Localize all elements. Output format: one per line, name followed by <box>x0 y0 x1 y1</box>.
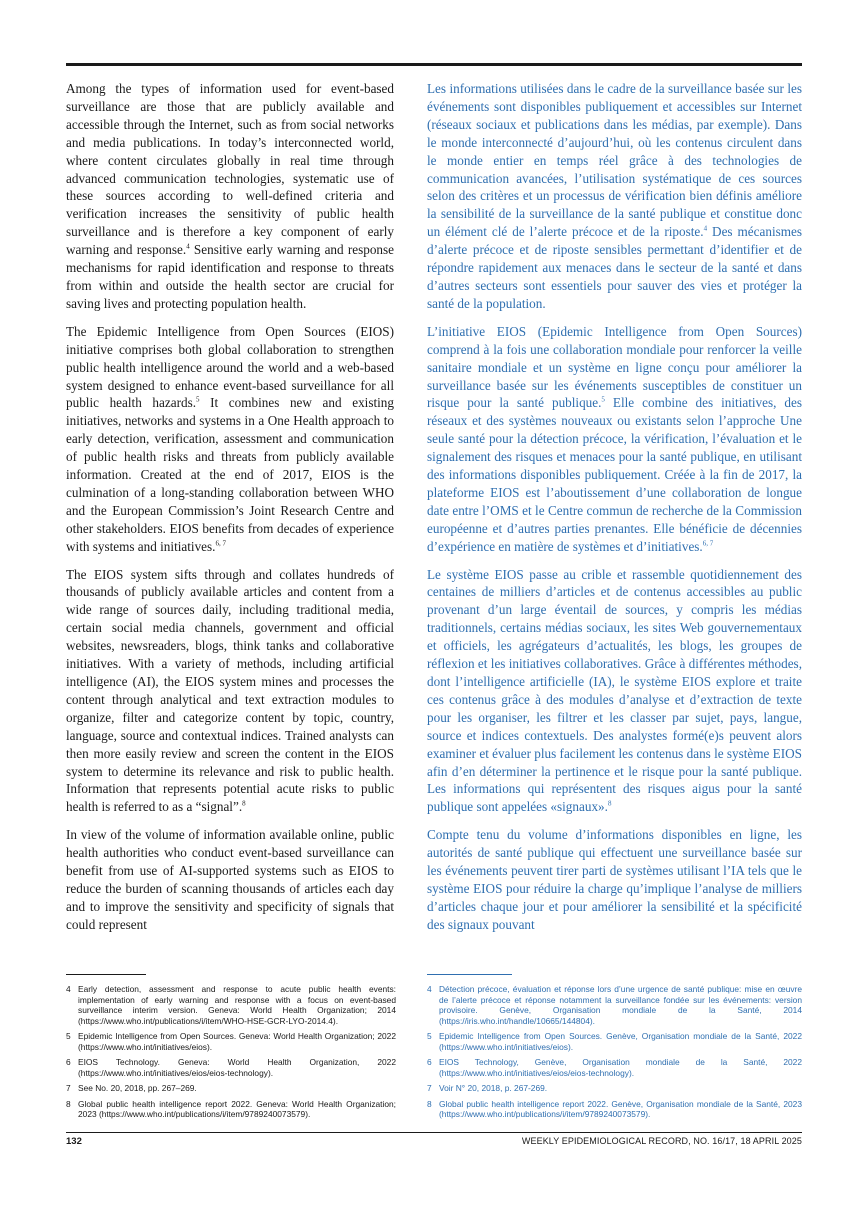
en-footnote-6: 6 EIOS Technology. Geneva: World Health Organization, 2022 (https://www.who.int/initiatives/eios/eios-technology). <box>66 1057 396 1078</box>
footnote-link[interactable]: https://iris.who.int/handle/10665/144804 <box>441 1015 590 1026</box>
footnote-link[interactable]: https://www.who.int/publications/i/item/9789240073579 <box>441 1109 646 1119</box>
english-column <box>66 80 394 944</box>
fr-paragraph-4: Compte tenu du volume d’informations disponibles en ligne, les autorités de santé publique qui effectuent une surveillance basée sur les événements peuvent tirer parti de systèmes utilisant l’IA tels que le système EIOS pour réduire la charge qu’implique l’analyse de milliers d’articles chaque jour et pour améliorer la sensibilité et la spécificité des signaux pouvant <box>427 827 802 932</box>
fr-footnote-6: 6 EIOS Technology, Genève, Organisation mondiale de la Santé, 2022 (https://www.who.int/initiatives/eios/eios-technology). <box>427 1057 802 1078</box>
fr-paragraph-1: Les informations utilisées dans le cadre de la surveillance basée sur les événements sont disponibles publiquement et accessibles sur Internet (réseaux sociaux et publications dans les médias, par exemple). Dans le monde interconnecté d’aujourd’hui, où les contenus circulent dans le monde entier en temps réel grâce à des technologies de communication avancées, l’utilisation systématique de ces sources selon des critères et un processus de vérification bien définis améliore la sensibilité de la surveillance de la santé publique et constitue donc un élément clé de l’alerte précoce et de la riposte.$^4$ Des mécanismes d’alerte précoce et de riposte sensibles permettant d’identifier et de répondre rapidement aux menaces dans le secteur de la santé et dans d’autres secteurs sont essentiels pour sauver des vies et protéger la santé de la population. <box>427 81 802 311</box>
fr-footnote-8: 8 Global public health intelligence report 2022. Genève, Organisation mondiale de la Santé, 2023 (https://www.who.int/publications/i/item/9789240073579). <box>427 1098 802 1119</box>
en-footnote-7: 7 See No. 20, 2018, pp. 267–269. <box>66 1083 197 1093</box>
en-footnote-5: 5 Epidemic Intelligence from Open Sources. Geneva: World Health Organization; 2022 (https://www.who.int/initiatives/eios). <box>66 1031 396 1052</box>
fr-footnote-rule <box>427 974 512 975</box>
english-footnotes <box>66 984 396 1125</box>
footnote-link[interactable]: https://www.who.int/initiatives/eios/eios-technology <box>80 1067 268 1078</box>
en-footnote-4: 4 Early detection, assessment and response to acute public health events: implementation of early warning and response with a focus on event-based surveillance interim version. Geneva: World Health Organization; 2014 (https://www.who.int/publications/i/item/WHO-HSE-GCR-LYO-2014.4). <box>66 984 396 1026</box>
footnote-link[interactable]: See No. 20, 2018, pp. 267–269. <box>78 1083 197 1093</box>
footnote-link[interactable]: https://www.who.int/initiatives/eios <box>80 1041 207 1052</box>
fr-paragraph-3: Le système EIOS passe au crible et rassemble quotidiennement des centaines de milliers d’articles et de contenus accessibles au public provenant d’un large éventail de sources, y compris les médias traditionnels, certains médias sociaux, les sites Web gouvernementaux et officiels, les agrégateurs d’actualités, les blogs, les groupes de réflexion et les initiatives collaboratives. Grâce à différentes méthodes, dont l’intelligence artificielle (IA), le système EIOS explore et traite ces contenus grâce à des modules d’analyse et d’extraction de texte pour les organiser, les filtrer et les classer par sujet, pays, langue, source et indices contextuels. Des analystes formé(e)s peuvent alors examiner et évaluer plus facilement les contenus dans le système EIOS afin d’en déterminer la pertinence et le risque pour la santé publique. Les informations qui représentent des risques aigus pour la santé publique sont appelées «signaux».$^8$ <box>427 566 802 815</box>
page-number: 132 <box>66 1136 82 1147</box>
footer-rule <box>66 1132 802 1133</box>
fr-footnote-4: 4 Détection précoce, évaluation et réponse lors d’une urgence de santé publique: mise en œuvre de l’alerte précoce et réponse notamment la surveillance fondée sur les événements: version provisoire. Genève, Organisation mondiale de la Santé, 2014 (https://iris.who.int/handle/10665/144804). <box>427 984 802 1026</box>
top-rule <box>66 63 802 66</box>
en-footnote-rule <box>66 974 146 975</box>
footnote-link[interactable]: https://www.who.int/publications/i/item/WHO-HSE-GCR-LYO-2014.4 <box>80 1015 333 1026</box>
footnote-link[interactable]: https://www.who.int/initiatives/eios/eios-technology <box>441 1067 629 1078</box>
footnote-link[interactable]: https://www.who.int/initiatives/eios <box>441 1041 568 1052</box>
fr-paragraph-2: L’initiative EIOS (Epidemic Intelligence from Open Sources) comprend à la fois une collaboration mondiale pour renforcer la veille sanitaire mondiale et un système en ligne conçu pour améliorer la surveillance basée sur les événements susceptibles de constituer un risque pour la santé publique.$^5$ Elle combine des initiatives, des réseaux et des systèmes nouveaux ou existants selon l’approche Une seule santé pour la détection précoce, la vérification, l’évaluation et le signalement des risques et menaces pour la santé publique, en utilisant des informations disponibles publiquement. Créée à la fin de 2017, la plateforme EIOS est l’aboutissement d’une collaboration de longue date entre l’OMS et le Centre commun de recherche de la Commission européenne et d’autres parties prenantes. Elle bénéficie de décennies d’expérience en matière de systèmes et d’initiatives.$^{6, 7}$ <box>427 323 802 554</box>
en-paragraph-4: In view of the volume of information available online, public health authorities who conduct event-based surveillance can benefit from use of AI-supported systems such as EIOS to reduce the burden of scanning thousands of articles each day and to improve the sensitivity and specificity of signals that could represent <box>66 827 394 932</box>
french-footnotes <box>427 984 802 1125</box>
en-footnote-8: 8 Global public health intelligence report 2022. Geneva: World Health Organization; 2023 (https://www.who.int/publications/i/item/9789240073579). <box>66 1098 396 1119</box>
french-column <box>427 80 802 944</box>
en-paragraph-2: The Epidemic Intelligence from Open Sources (EIOS) initiative comprises both global collaboration to strengthen public health intelligence around the world and a web-based system designed to enhance event-based surveillance for all public health hazards.$^5$ It combines new and existing initiatives, networks and systems in a One Health approach to early detection, verification, assessment and communication of public health risks and threats from publicly available information. Created at the end of 2017, EIOS is the culmination of a long-standing collaboration between WHO and the European Commission’s Joint Research Centre and other stakeholders. EIOS benefits from decades of experience with systems and initiatives.$^{6, 7}$ <box>66 323 394 554</box>
en-paragraph-3: The EIOS system sifts through and collates hundreds of thousands of publicly available articles and content from a wide range of sources daily, including traditional media, certain social media channels, government and official websites, newsreaders, blogs, think tanks and collaborative initiatives. With a variety of methods, including artificial intelligence (AI), the EIOS system mines and processes the content through analytical and text extraction modules to organize, filter and categorize content by topic, country, language, source and contextual indices. Trained analysts can then more easily review and screen the content in the EIOS system to determine its relevance and risk to public health. Information that represents potential acute risks to public health is referred to as a “signal”.$^8$ <box>66 566 394 815</box>
fr-footnote-5: 5 Epidemic Intelligence from Open Sources. Genève, Organisation mondiale de la Santé, 2022 (https://www.who.int/initiatives/eios). <box>427 1031 802 1052</box>
en-paragraph-1: Among the types of information used for event-based surveillance are those that are publicly available and accessible through the Internet, such as from social networks and media publications. In today’s interconnected world, where content circulates globally in real time through advanced communication technologies, systematic use of these sources according to well-defined criteria and verification increases the sensitivity of public health surveillance and is therefore a key component of early warning and response.$^4$ Sensitive early warning and response mechanisms for rapid identification and response to threats from within and outside the health sector are crucial for saving lives and protecting population health. <box>66 81 394 311</box>
footnote-link[interactable]: https://www.who.int/publications/i/item/9789240073579 <box>101 1109 306 1119</box>
running-title: WEEKLY EPIDEMIOLOGICAL RECORD, NO. 16/17, 18 APRIL 2025 <box>521 1136 802 1146</box>
fr-footnote-7: 7 Voir N° 20, 2018, p. 267-269. <box>427 1083 548 1093</box>
